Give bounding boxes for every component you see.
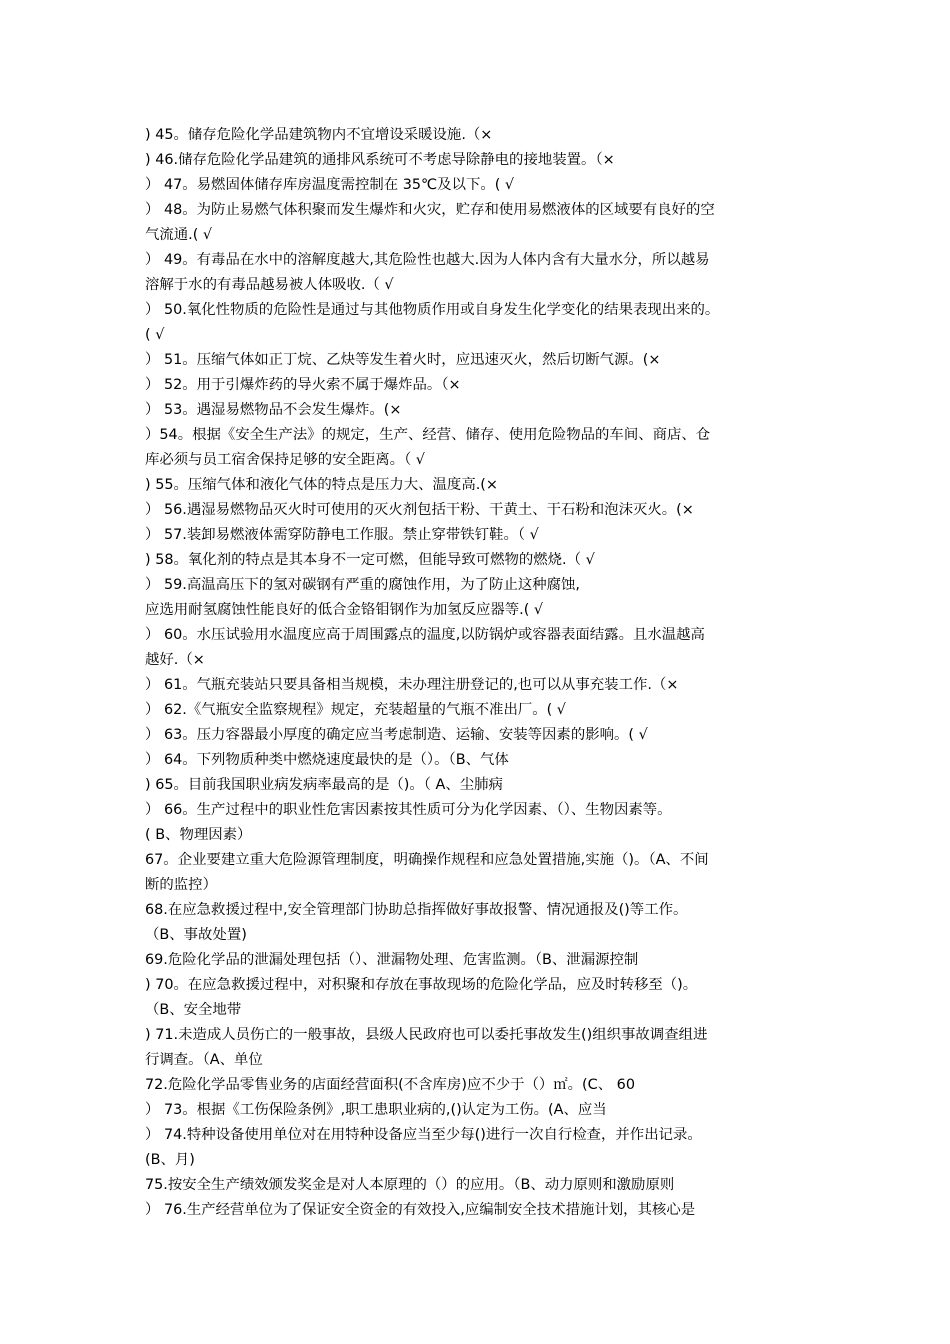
text-line: ） 47。易燃固体储存库房温度需控制在 35℃及以下。( √ [145,177,515,193]
text-line: ） 52。用于引爆炸药的导火索不属于爆炸品。（× [145,377,461,393]
text-line: ) 45。储存危险化学品建筑物内不宜增设采暖设施.（× [145,127,493,143]
text-line: （B、事故处置) [145,927,247,943]
text-line: ） 53。遇湿易燃物品不会发生爆炸。(× [145,402,402,418]
text-line: ) 58。氧化剂的特点是其本身不一定可燃，但能导致可燃物的燃烧.（ √ [145,552,595,568]
text-line: 越好.（× [145,652,205,668]
text-line: （B、安全地带 [145,1002,242,1018]
text-line: 溶解于水的有毒品越易被人体吸收.（ √ [145,277,394,293]
text-line: ） 76.生产经营单位为了保证安全资金的有效投入,应编制安全技术措施计划，其核心是 [145,1202,696,1218]
text-line: ） 62.《气瓶安全监察规程》规定，充装超量的气瓶不准出厂。( √ [145,702,566,718]
text-line: ） 64。下列物质种类中燃烧速度最快的是（）。（B、气体 [145,752,509,768]
text-line: 72.危险化学品零售业务的店面经营面积(不含库房)应不少于（）㎡。(C、 60 [145,1077,635,1093]
text-line: ） 59.高温高压下的氢对碳钢有严重的腐蚀作用，为了防止这种腐蚀, [145,577,580,593]
document-page [145,123,811,1223]
text-line: ) 55。压缩气体和液化气体的特点是压力大、温度高.(× [145,477,498,493]
text-line: 应选用耐氢腐蚀性能良好的低合金铬钼钢作为加氢反应器等.( √ [145,602,544,618]
text-line: ） 49。有毒品在水中的溶解度越大,其危险性也越大.因为人体内含有大量水分，所以越易 [145,252,710,268]
text-line: ） 51。压缩气体如正丁烷、乙炔等发生着火时，应迅速灭火，然后切断气源。(× [145,352,661,368]
text-line: ） 57.装卸易燃液体需穿防静电工作服。禁止穿带铁钉鞋。（ √ [145,527,539,543]
text-line: ) 46.储存危险化学品建筑的通排风系统可不考虑导除静电的接地装置。（× [145,152,615,168]
text-line: ） 66。生产过程中的职业性危害因素按其性质可分为化学因素、（）、生物因素等。 [145,802,672,818]
text-line: ） 61。气瓶充装站只要具备相当规模，未办理注册登记的,也可以从事充装工作.（× [145,677,679,693]
text-line: ) 65。目前我国职业病发病率最高的是（)。（ A、尘肺病 [145,777,503,793]
text-line: 气流通.( √ [145,227,213,243]
text-line: ( √ [145,327,165,343]
text-line: ( B、物理因素） [145,827,252,843]
text-line: ) 71.未造成人员伤亡的一般事故，县级人民政府也可以委托事故发生()组织事故调查组进 [145,1027,708,1043]
text-line: ）54。根据《安全生产法》的规定，生产、经营、储存、使用危险物品的车间、商店、仓 [145,427,711,443]
text-line: ） 50.氧化性物质的危险性是通过与其他物质作用或自身发生化学变化的结果表现出来的。 [145,302,720,318]
text-line: 断的监控） [145,877,217,893]
text-line: ） 73。根据《工伤保险条例》,职工患职业病的,()认定为工伤。(A、应当 [145,1102,607,1118]
text-line: (B、月) [145,1152,195,1168]
text-line: ） 56.遇湿易燃物品灭火时可使用的灭火剂包括干粉、干黄土、干石粉和泡沫灭火。(× [145,502,694,518]
text-line: ） 74.特种设备使用单位对在用特种设备应当至少每()进行一次自行检查，并作出记录。 [145,1127,702,1143]
text-line: ） 48。为防止易燃气体积聚而发生爆炸和火灾，贮存和使用易燃液体的区域要有良好的空 [145,202,715,218]
text-line: 69.危险化学品的泄漏处理包括（）、泄漏物处理、危害监测。（B、泄漏源控制 [145,952,639,968]
text-line: 库必须与员工宿舍保持足够的安全距离。（ √ [145,452,425,468]
text-line: ) 70。在应急救援过程中，对积聚和存放在事故现场的危险化学品，应及时转移至（)。 [145,977,698,993]
text-line: 75.按安全生产绩效颁发奖金是对人本原理的（）的应用。（B、动力原则和激励原则 [145,1177,675,1193]
text-line: ） 60。水压试验用水温度应高于周围露点的温度,以防锅炉或容器表面结露。且水温越高 [145,627,705,643]
text-line: 行调查。（A、单位 [145,1052,263,1068]
text-line: ） 63。压力容器最小厚度的确定应当考虑制造、运输、安装等因素的影响。( √ [145,727,648,743]
text-line: 68.在应急救援过程中,安全管理部门协助总指挥做好事故报警、情况通报及()等工作。 [145,902,688,918]
text-line: 67。企业要建立重大危险源管理制度，明确操作规程和应急处置措施,实施（)。（A、不间 [145,852,709,868]
